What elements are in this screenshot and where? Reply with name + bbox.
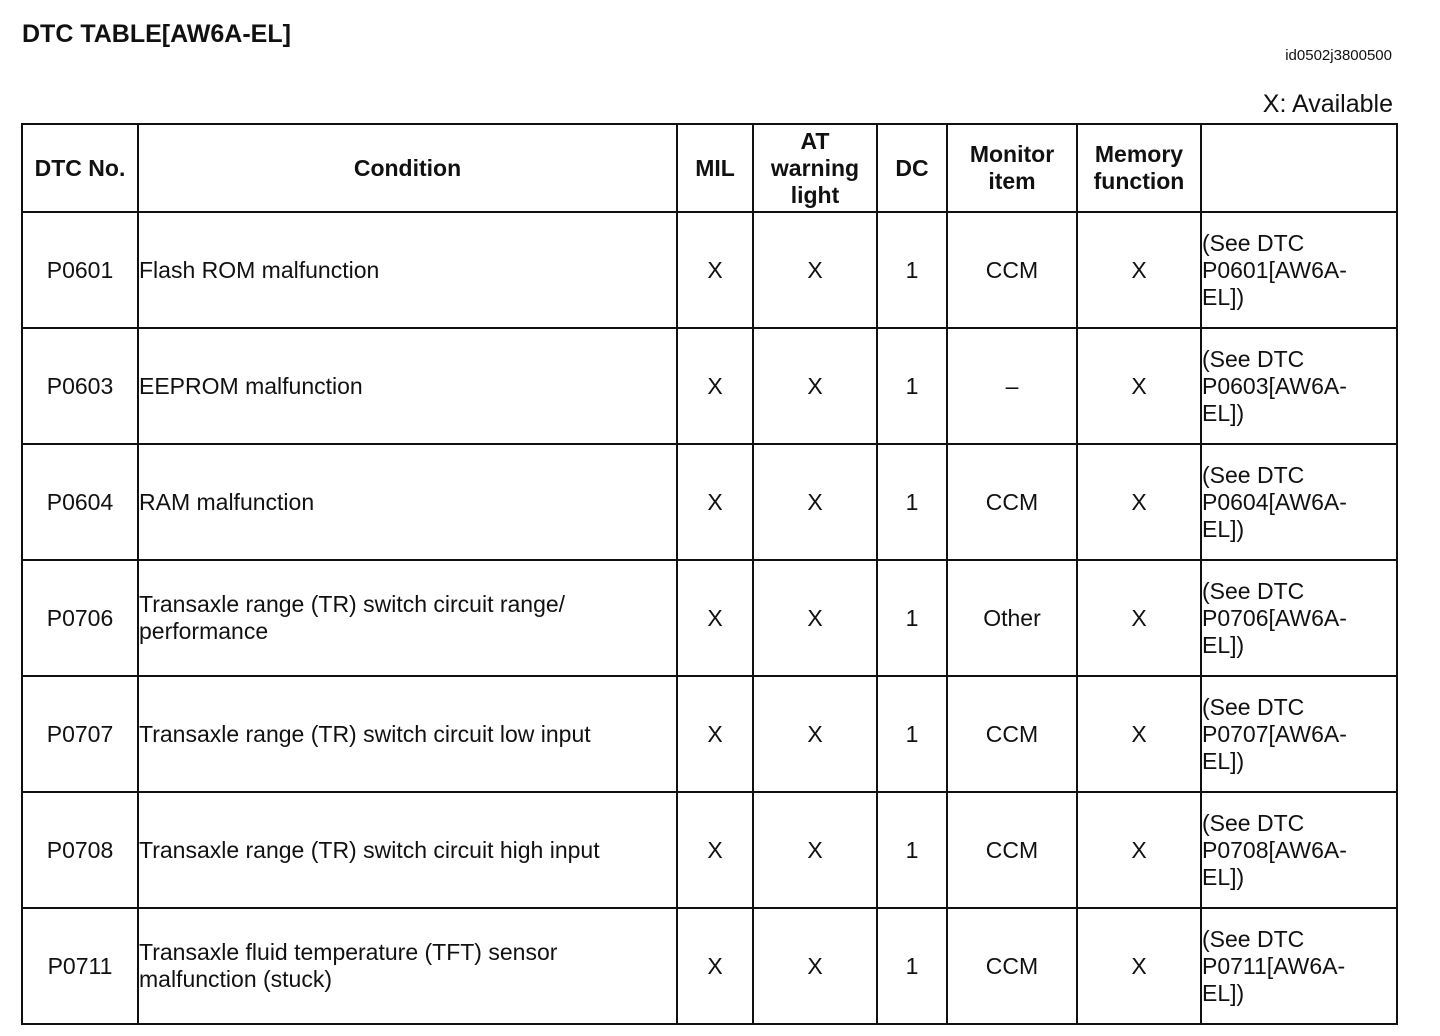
cell-dtc-no (22, 328, 138, 444)
cell-memory-function (1077, 908, 1201, 1024)
cell-reference-link-text: P0706[AW6A- (1202, 604, 1347, 631)
cell-reference-link (1201, 676, 1397, 792)
cell-reference-link-text: (See DTC (1202, 229, 1305, 256)
cell-memory-function-text: X (1131, 720, 1147, 747)
cell-condition-text: Transaxle range (TR) switch circuit range/ (139, 591, 566, 617)
cell-memory-function-text: X (1131, 372, 1147, 399)
cell-memory-function (1077, 212, 1201, 328)
cell-monitor-item (947, 328, 1077, 444)
cell-at-warning-light-text: X (807, 836, 823, 863)
cell-condition (138, 676, 677, 792)
cell-memory-function-text: X (1131, 604, 1147, 631)
cell-condition-text: performance (139, 618, 269, 644)
cell-mil (677, 792, 753, 908)
cell-reference-link-text: (See DTC (1202, 925, 1305, 952)
header-dtc-no (22, 124, 138, 212)
cell-dtc-no-text: P0603 (46, 372, 114, 399)
cell-monitor-item-text: CCM (985, 488, 1039, 515)
cell-monitor-item (947, 444, 1077, 560)
cell-reference-link (1201, 444, 1397, 560)
cell-monitor-item-text: CCM (985, 256, 1039, 283)
cell-at-warning-light (753, 908, 877, 1024)
cell-mil (677, 676, 753, 792)
cell-reference-link-text: P0601[AW6A- (1202, 256, 1347, 283)
cell-mil-text: X (707, 488, 723, 515)
cell-mil-text: X (707, 836, 723, 863)
table-row (22, 212, 1397, 328)
cell-dc-text: 1 (905, 952, 919, 979)
table-row (22, 908, 1397, 1024)
cell-condition (138, 792, 677, 908)
cell-at-warning-light (753, 212, 877, 328)
cell-reference-link-text: (See DTC (1202, 693, 1305, 720)
cell-mil (677, 560, 753, 676)
table-row (22, 328, 1397, 444)
cell-reference-link-text: EL]) (1202, 747, 1245, 774)
cell-monitor-item (947, 908, 1077, 1024)
cell-dc (877, 792, 947, 908)
header-at-warning-light (753, 124, 877, 212)
cell-reference-link-text: EL]) (1202, 631, 1245, 658)
header-memory-function (1077, 124, 1201, 212)
cell-dtc-no (22, 560, 138, 676)
cell-monitor-item-text: CCM (985, 836, 1039, 863)
header-dtc-no-label: DTC No. (34, 154, 126, 181)
header-at-warning-light-line: AT (800, 127, 830, 154)
header-at-warning-light-line: warning (770, 154, 860, 181)
cell-reference-link-text: (See DTC (1202, 809, 1305, 836)
cell-mil-text: X (707, 256, 723, 283)
cell-reference-link-text: P0603[AW6A- (1202, 372, 1347, 399)
cell-reference-link-text: EL]) (1202, 979, 1245, 1006)
header-memory-function-line: function (1093, 168, 1185, 194)
cell-reference-link-text: EL]) (1202, 283, 1245, 310)
cell-dc (877, 444, 947, 560)
cell-memory-function (1077, 328, 1201, 444)
table-body (22, 212, 1397, 1024)
cell-reference-link-text: EL]) (1202, 515, 1245, 542)
cell-dc-text: 1 (905, 256, 919, 283)
header-monitor-item (947, 124, 1077, 212)
table-row (22, 560, 1397, 676)
cell-at-warning-light-text: X (807, 604, 823, 631)
cell-dc (877, 676, 947, 792)
cell-at-warning-light-text: X (807, 720, 823, 747)
cell-monitor-item-text: CCM (985, 720, 1039, 747)
cell-dc-text: 1 (905, 488, 919, 515)
cell-mil-text: X (707, 372, 723, 399)
cell-reference-link-text: P0711[AW6A- (1202, 952, 1346, 979)
cell-dtc-no (22, 212, 138, 328)
header-dc (877, 124, 947, 212)
cell-memory-function-text: X (1131, 952, 1147, 979)
page-title: DTC TABLE[AW6A-EL] (22, 20, 291, 48)
cell-condition-text: malfunction (stuck) (139, 966, 333, 992)
cell-dtc-no-text: P0706 (46, 604, 114, 631)
table-row (22, 676, 1397, 792)
cell-condition-text: EEPROM malfunction (139, 372, 363, 399)
cell-reference-link-text: (See DTC (1202, 345, 1305, 372)
cell-at-warning-light-text: X (807, 488, 823, 515)
cell-condition-text: RAM malfunction (139, 488, 315, 515)
cell-dtc-no-text: P0604 (46, 488, 114, 515)
cell-at-warning-light (753, 328, 877, 444)
cell-reference-link (1201, 212, 1397, 328)
header-at-warning-light-line: light (790, 181, 840, 208)
header-condition-label: Condition (353, 154, 462, 181)
cell-memory-function (1077, 560, 1201, 676)
cell-dtc-no (22, 444, 138, 560)
dtc-table (21, 123, 1398, 1025)
cell-at-warning-light (753, 560, 877, 676)
cell-at-warning-light (753, 444, 877, 560)
header-memory-function-line: Memory (1094, 141, 1184, 167)
cell-reference-link-text: P0707[AW6A- (1202, 720, 1347, 747)
cell-dtc-no-text: P0601 (46, 256, 114, 283)
header-mil-label: MIL (695, 154, 735, 181)
cell-dc (877, 908, 947, 1024)
cell-reference-link (1201, 792, 1397, 908)
cell-memory-function (1077, 676, 1201, 792)
cell-reference-link-text: EL]) (1202, 399, 1245, 426)
cell-memory-function (1077, 792, 1201, 908)
cell-monitor-item (947, 212, 1077, 328)
cell-condition-text: Transaxle fluid temperature (TFT) sensor (139, 939, 558, 965)
table-header-row (22, 124, 1397, 212)
cell-mil (677, 908, 753, 1024)
cell-reference-link-text: P0604[AW6A- (1202, 488, 1347, 515)
cell-memory-function-text: X (1131, 836, 1147, 863)
cell-reference-link (1201, 560, 1397, 676)
cell-dtc-no-text: P0707 (46, 720, 114, 747)
cell-reference-link (1201, 328, 1397, 444)
header-monitor-item-line: item (988, 168, 1036, 194)
cell-dtc-no (22, 792, 138, 908)
header-condition (138, 124, 677, 212)
cell-at-warning-light-text: X (807, 952, 823, 979)
cell-memory-function (1077, 444, 1201, 560)
cell-dc-text: 1 (905, 604, 919, 631)
cell-mil (677, 328, 753, 444)
cell-reference-link-text: P0708[AW6A- (1202, 836, 1347, 863)
cell-reference-link-text: (See DTC (1202, 577, 1305, 604)
cell-dc (877, 560, 947, 676)
cell-condition-text: Transaxle range (TR) switch circuit high input (139, 836, 600, 863)
cell-reference-link-text: (See DTC (1202, 461, 1305, 488)
cell-dtc-no-text: P0711 (47, 952, 113, 979)
cell-memory-function-text: X (1131, 488, 1147, 515)
cell-monitor-item (947, 792, 1077, 908)
cell-reference-link (1201, 908, 1397, 1024)
cell-at-warning-light (753, 676, 877, 792)
cell-mil-text: X (707, 952, 723, 979)
document-id: id0502j3800500 (1285, 47, 1392, 64)
table-row (22, 792, 1397, 908)
cell-mil (677, 444, 753, 560)
cell-monitor-item (947, 560, 1077, 676)
cell-dc (877, 328, 947, 444)
availability-legend: X: Available (1262, 90, 1393, 118)
cell-memory-function-text: X (1131, 256, 1147, 283)
cell-monitor-item-text: Other (983, 604, 1041, 631)
cell-monitor-item-text: – (1005, 372, 1019, 399)
cell-condition (138, 212, 677, 328)
cell-dtc-no-text: P0708 (46, 836, 114, 863)
cell-dtc-no (22, 908, 138, 1024)
cell-mil-text: X (707, 604, 723, 631)
header-dc-label: DC (895, 154, 929, 181)
header-reference (1201, 124, 1397, 212)
header-monitor-item-line: Monitor (969, 141, 1055, 167)
cell-condition (138, 328, 677, 444)
cell-dc-text: 1 (905, 720, 919, 747)
cell-dtc-no (22, 676, 138, 792)
cell-condition-text: Transaxle range (TR) switch circuit low input (139, 720, 591, 747)
cell-at-warning-light (753, 792, 877, 908)
cell-condition (138, 560, 677, 676)
cell-reference-link-text: EL]) (1202, 863, 1245, 890)
cell-monitor-item (947, 676, 1077, 792)
table-row (22, 444, 1397, 560)
cell-at-warning-light-text: X (807, 372, 823, 399)
cell-condition-text: Flash ROM malfunction (139, 256, 380, 283)
cell-condition (138, 908, 677, 1024)
header-mil (677, 124, 753, 212)
cell-mil-text: X (707, 720, 723, 747)
cell-dc (877, 212, 947, 328)
cell-at-warning-light-text: X (807, 256, 823, 283)
cell-dc-text: 1 (905, 836, 919, 863)
cell-dc-text: 1 (905, 372, 919, 399)
cell-condition (138, 444, 677, 560)
cell-mil (677, 212, 753, 328)
cell-monitor-item-text: CCM (985, 952, 1039, 979)
